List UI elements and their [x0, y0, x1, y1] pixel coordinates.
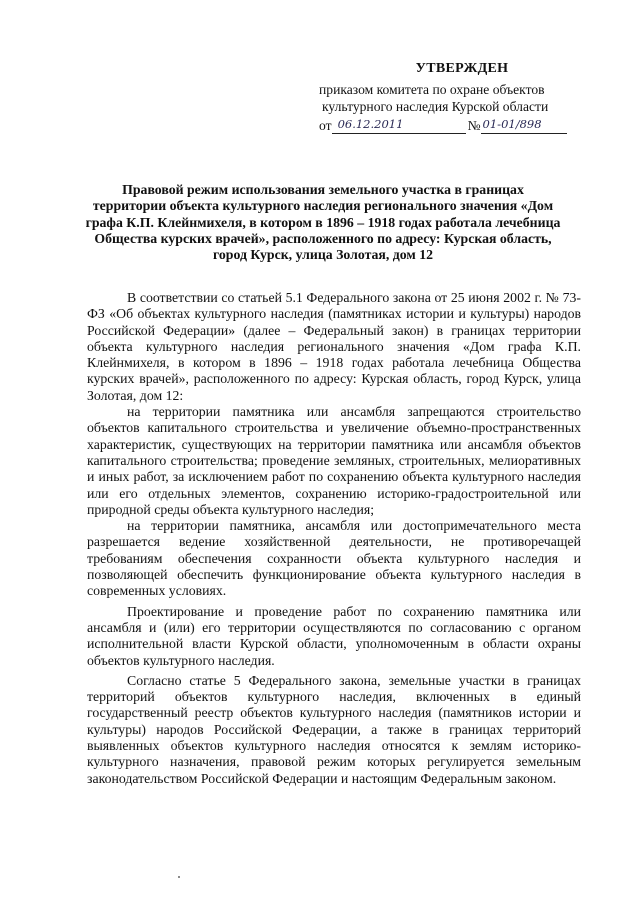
paragraph: Согласно статье 5 Федерального закона, земельные участки в границах территорий объектов культурного наследия, включенных в единый государственный реестр объектов культурного наследия (памятников истории и культуры) народов Российской Федерации, а также в границах территорий выявленных объектов культурного наследия относятся к землям историко-культурного назначения, правовой режим которых регулируется земельным законодательством Российской Федерации и настоящим Федеральным законом.: [87, 672, 581, 786]
handwritten-date: 06.12.2011: [332, 116, 466, 134]
document-title: Правовой режим использования земельного участка в границах территории объекта культурного наследия регионального значения «Дом графа К.П. Клейнмихеля, в котором в 1896 – 1918 годах работала лечебница Общества курских врачей», расположенного по адресу: Курская область, город Курск, улица Золотая, дом 12: [85, 182, 561, 263]
handwritten-number: 01-01/898: [481, 116, 567, 134]
paragraph: на территории памятника, ансамбля или достопримечательного места разрешается ведение хозяйственной деятельности, не противоречащей требованиям обеспечения сохранности объекта культурного наследия и позволяющей обеспечить функционирование объекта культурного наследия в современных условиях.: [87, 518, 581, 599]
approval-date-number-row: [319, 116, 585, 134]
approval-heading: УТВЕРЖДЕН: [415, 61, 509, 76]
approval-line-2: культурного наследия Курской области: [322, 99, 549, 114]
paragraph: на территории памятника или ансамбля запрещаются строительство объектов капитального строительства и увеличение объемно-пространственных характеристик, существующих на территории памятника или ансамбля объектов капитального строительства; проведение земляных, строительных, мелиоративных и иных работ, за исключением работ по сохранению объекта культурного наследия или его отдельных элементов, сохранению историко-градостроительной или природной среды объекта культурного наследия;: [87, 404, 581, 517]
approval-stamp: [319, 60, 585, 134]
date-label: от: [319, 118, 332, 133]
paragraph: Проектирование и проведение работ по сохранению памятника или ансамбля и (или) его территории осуществляются по согласованию с органом исполнительной власти Курской области, уполномоченным в области охраны объектов культурного наследия.: [87, 603, 581, 668]
scan-speck: [178, 876, 180, 878]
paragraph: В соответствии со статьей 5.1 Федерального закона от 25 июня 2002 г. № 73-ФЗ «Об объектах культурного наследия (памятниках истории и культуры) народов Российской Федерации» (далее – Федеральный закон) в границах территории объекта культурного наследия регионального значения «Дом графа К.П. Клейнмихеля, в котором в 1896 – 1918 годах работала лечебница Общества курских врачей», расположенного по адресу: Курская область, город Курск, улица Золотая, дом 12:: [87, 290, 581, 403]
document-body: [87, 290, 581, 787]
approval-line-1: приказом комитета по охране объектов: [319, 82, 545, 97]
number-label: №: [467, 118, 481, 133]
